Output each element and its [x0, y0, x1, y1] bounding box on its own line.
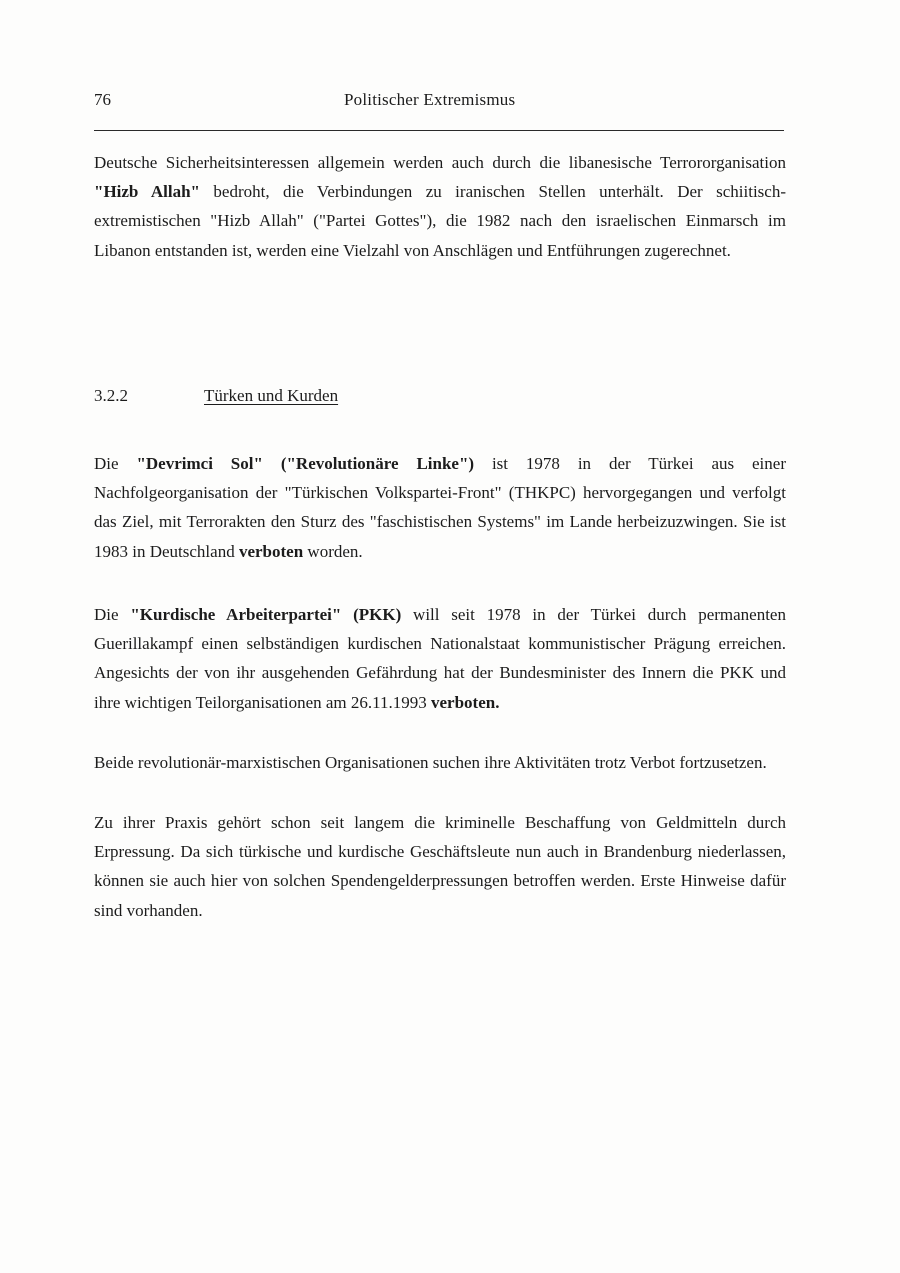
text-run: Deutsche Sicherheitsinteressen allgemein werden auch durch die libanesische Terrororganisation	[94, 153, 786, 172]
bold-term: "Devrimci Sol" ("Revolutionäre Linke")	[136, 454, 475, 473]
text-run: Die	[94, 454, 137, 473]
text-run: will seit 1978 in der Türkei durch permanenten Guerillakampf einen selbständigen kurdischen Nationalstaat kommunistischer Prägung erreichen. Angesichts der von ihr ausgehenden Gefährdung hat der Bundesminister des Innern die PKK und ihre wichtigen Teilorganisationen am 26.11.1993	[94, 605, 786, 712]
text-run: ist 1978 in der Türkei aus einer Nachfolgeorganisation der "Türkischen Volkspartei-Front" (THKPC) hervorgegangen und verfolgt das Ziel, mit Terrorakten den Sturz des "faschistischen Systems" im Lande herbeizuzwingen. Sie ist 1983 in Deutschland	[94, 454, 786, 561]
header-rule	[94, 130, 784, 131]
running-title: Politischer Extremismus	[344, 90, 516, 109]
paragraph-pkk	[94, 600, 786, 717]
section-number: 3.2.2	[94, 386, 128, 405]
bold-term: verboten.	[431, 692, 500, 712]
page-header	[94, 90, 784, 118]
text-run: bedroht, die Verbindungen zu iranischen Stellen unterhält. Der schiitisch-extremistischen "Hizb Allah" ("Partei Gottes"), die 1982 nach den israelischen Einmarsch im Libanon entstanden ist, werden eine Vielzahl von Anschlägen und Entführungen zugerechnet.	[94, 182, 786, 260]
paragraph-devrimci-sol	[94, 449, 786, 566]
bold-term: verboten	[238, 541, 304, 561]
paragraph-hizb-allah	[94, 148, 786, 265]
bold-term: "Hizb Allah"	[94, 182, 200, 202]
text-run: worden.	[303, 541, 363, 561]
paragraph-extortion: Zu ihrer Praxis gehört schon seit langem die kriminelle Beschaffung von Geldmitteln durch Erpressung. Da sich türkische und kurdische Geschäftsleute nun auch in Brandenburg niederlassen, können sie auch hier von solchen Spendengelderpressungen betroffen werden. Erste Hinweise dafür sind vorhanden.	[94, 813, 786, 920]
section-heading	[94, 386, 494, 416]
paragraph-organisations: Beide revolutionär-marxistischen Organisationen suchen ihre Aktivitäten trotz Verbot fortzusetzen.	[94, 753, 767, 772]
text-run: Die	[94, 605, 131, 624]
section-title: Türken und Kurden	[204, 386, 339, 405]
bold-term: "Kurdische Arbeiterpartei" (PKK)	[130, 605, 402, 624]
page-number: 76	[94, 90, 111, 109]
